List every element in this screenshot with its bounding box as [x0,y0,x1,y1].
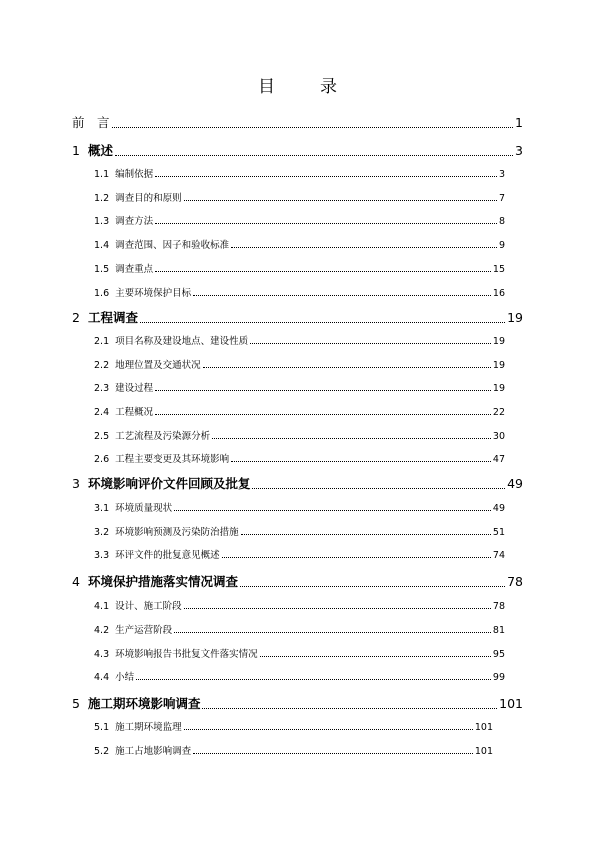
toc-page-number: 101 [499,696,523,711]
toc-dot-leader [184,729,473,730]
toc-section-entry[interactable] [94,380,505,394]
toc-dot-leader [231,247,497,248]
toc-dot-leader [212,438,491,439]
toc-section-entry[interactable] [94,622,505,636]
toc-page-number: 19 [507,310,523,325]
toc-dot-leader [140,322,505,323]
toc-entry-label: 工程调查 [87,310,138,325]
toc-page-number: 49 [507,476,523,491]
toc-chapter-entry[interactable] [72,141,523,159]
toc-entry-label: 环评文件的批复意见概述 [115,550,220,561]
toc-entry-label: 地理位置及交通状况 [115,360,201,371]
toc-entry-label: 环境保护措施落实情况调查 [87,574,238,589]
toc-page-number: 3 [515,143,523,158]
toc-section-entry[interactable] [94,547,505,561]
toc-entry-label: 工艺流程及污染源分析 [115,431,211,442]
toc-section-entry[interactable] [94,190,505,204]
toc-entry-number: 4.4 [94,672,110,683]
toc-section-entry[interactable] [94,261,505,275]
toc-dot-leader [193,295,491,296]
toc-section-entry[interactable] [94,213,505,227]
toc-chapter-entry[interactable] [72,308,523,326]
toc-page-number: 22 [492,407,505,418]
toc-entry-label: 环境影响评价文件回顾及批复 [87,476,251,491]
toc-section-entry[interactable] [94,500,505,514]
toc-entry-number: 4.3 [94,649,110,660]
toc-section-entry[interactable] [94,719,493,733]
toc-dot-leader [222,557,491,558]
toc-dot-leader [252,488,505,489]
toc-entry-label: 环境质量现状 [115,503,173,514]
toc-page-number: 49 [492,503,505,514]
toc-entry-label: 调查范围、因子和验收标准 [115,240,230,251]
toc-dot-leader [155,390,491,391]
toc-entry-number: 3.1 [94,503,110,514]
toc-section-entry[interactable] [94,669,505,683]
toc-entry-number: 1.5 [94,264,110,275]
toc-entry-number: 4.1 [94,601,110,612]
toc-dot-leader [241,534,491,535]
toc-entry-label: 环境影响预测及污染防治措施 [115,527,239,538]
toc-entry-label: 施工期环境影响调查 [87,696,201,711]
toc-page-number: 19 [492,360,505,371]
toc-dot-leader [184,608,491,609]
toc-page-number: 16 [492,288,505,299]
toc-page-number: 15 [492,264,505,275]
toc-section-entry[interactable] [94,598,505,612]
toc-entry-number: 5.1 [94,722,110,733]
toc-page-number: 19 [492,336,505,347]
toc-entry-label: 调查重点 [115,264,154,275]
toc-entry-number: 2 [72,310,80,325]
toc-entry-number: 2.6 [94,454,110,465]
toc-section-entry[interactable] [94,743,493,757]
toc-page-number: 95 [492,649,505,660]
toc-dot-leader [202,708,497,709]
toc-dot-leader [240,586,505,587]
toc-page-number: 81 [492,625,505,636]
toc-chapter-entry[interactable] [72,572,523,590]
toc-section-entry[interactable] [94,646,505,660]
toc-entry-label: 环境影响报告书批复文件落实情况 [115,649,258,660]
toc-section-entry[interactable] [94,285,505,299]
toc-entry-number: 4.2 [94,625,110,636]
toc-entry-label: 前 言 [72,115,110,130]
toc-entry-label: 施工占地影响调查 [115,746,192,757]
toc-dot-leader [155,223,497,224]
toc-dot-leader [155,271,491,272]
toc-entry-label: 小结 [115,672,135,683]
toc-entry-label: 生产运营阶段 [115,625,173,636]
toc-entry-label: 项目名称及建设地点、建设性质 [115,336,249,347]
toc-section-entry[interactable] [94,237,505,251]
toc-dot-leader [112,127,514,128]
toc-entry-label: 工程概况 [115,407,154,418]
toc-chapter-entry[interactable] [72,113,523,131]
toc-entry-number: 1.6 [94,288,110,299]
toc-chapter-entry[interactable] [72,694,523,712]
toc-dot-leader [155,414,491,415]
toc-entry-label: 建设过程 [115,383,154,394]
toc-dot-leader [115,155,513,156]
toc-entry-label: 施工期环境监理 [115,722,182,733]
document-title: 目 录 [258,77,351,97]
toc-entry-number: 3.2 [94,527,110,538]
toc-entry-label: 主要环境保护目标 [115,288,192,299]
toc-page-number: 1 [515,115,523,130]
toc-entry-number: 1.1 [94,169,110,180]
toc-dot-leader [203,367,491,368]
toc-dot-leader [174,510,491,511]
toc-page-number: 8 [498,216,505,227]
toc-dot-leader [193,753,473,754]
toc-entry-number: 5.2 [94,746,110,757]
toc-entry-label: 调查目的和原则 [115,193,182,204]
toc-entry-number: 2.2 [94,360,110,371]
toc-page-number: 78 [507,574,523,589]
toc-page-number: 78 [492,601,505,612]
toc-entry-number: 2.1 [94,336,110,347]
toc-section-entry[interactable] [94,451,505,465]
toc-entry-label: 概述 [87,143,113,158]
toc-entry-number: 1.4 [94,240,110,251]
toc-section-entry[interactable] [94,333,505,347]
toc-entry-number: 2.3 [94,383,110,394]
toc-entry-number: 3.3 [94,550,110,561]
toc-entry-number: 2.5 [94,431,110,442]
toc-dot-leader [174,632,491,633]
toc-dot-leader [231,461,491,462]
toc-page-number: 47 [492,454,505,465]
toc-page-number: 3 [498,169,505,180]
toc-page-number: 74 [492,550,505,561]
toc-entry-number: 1 [72,143,80,158]
toc-page-number: 51 [492,527,505,538]
toc-page-number: 30 [492,431,505,442]
toc-entry-number: 5 [72,696,80,711]
toc-section-entry[interactable] [94,428,505,442]
toc-entry-number: 4 [72,574,80,589]
toc-entry-number: 1.2 [94,193,110,204]
toc-dot-leader [136,679,491,680]
toc-section-entry[interactable] [94,404,505,418]
toc-entry-label: 设计、施工阶段 [115,601,182,612]
toc-entry-label: 调查方法 [115,216,154,227]
toc-page-number: 101 [474,722,493,733]
toc-page-number: 7 [498,193,505,204]
toc-page-number: 101 [474,746,493,757]
toc-page-number: 19 [492,383,505,394]
toc-entry-number: 3 [72,476,80,491]
toc-dot-leader [250,343,491,344]
toc-entry-number: 2.4 [94,407,110,418]
toc-dot-leader [184,200,497,201]
toc-section-entry[interactable] [94,524,505,538]
toc-page-number: 99 [492,672,505,683]
toc-page-number: 9 [498,240,505,251]
toc-section-entry[interactable] [94,166,505,180]
toc-entry-label: 编制依据 [115,169,154,180]
toc-entry-number: 1.3 [94,216,110,227]
toc-dot-leader [260,656,491,657]
toc-chapter-entry[interactable] [72,474,523,492]
toc-dot-leader [155,176,497,177]
toc-entry-label: 工程主要变更及其环境影响 [115,454,230,465]
toc-section-entry[interactable] [94,357,505,371]
